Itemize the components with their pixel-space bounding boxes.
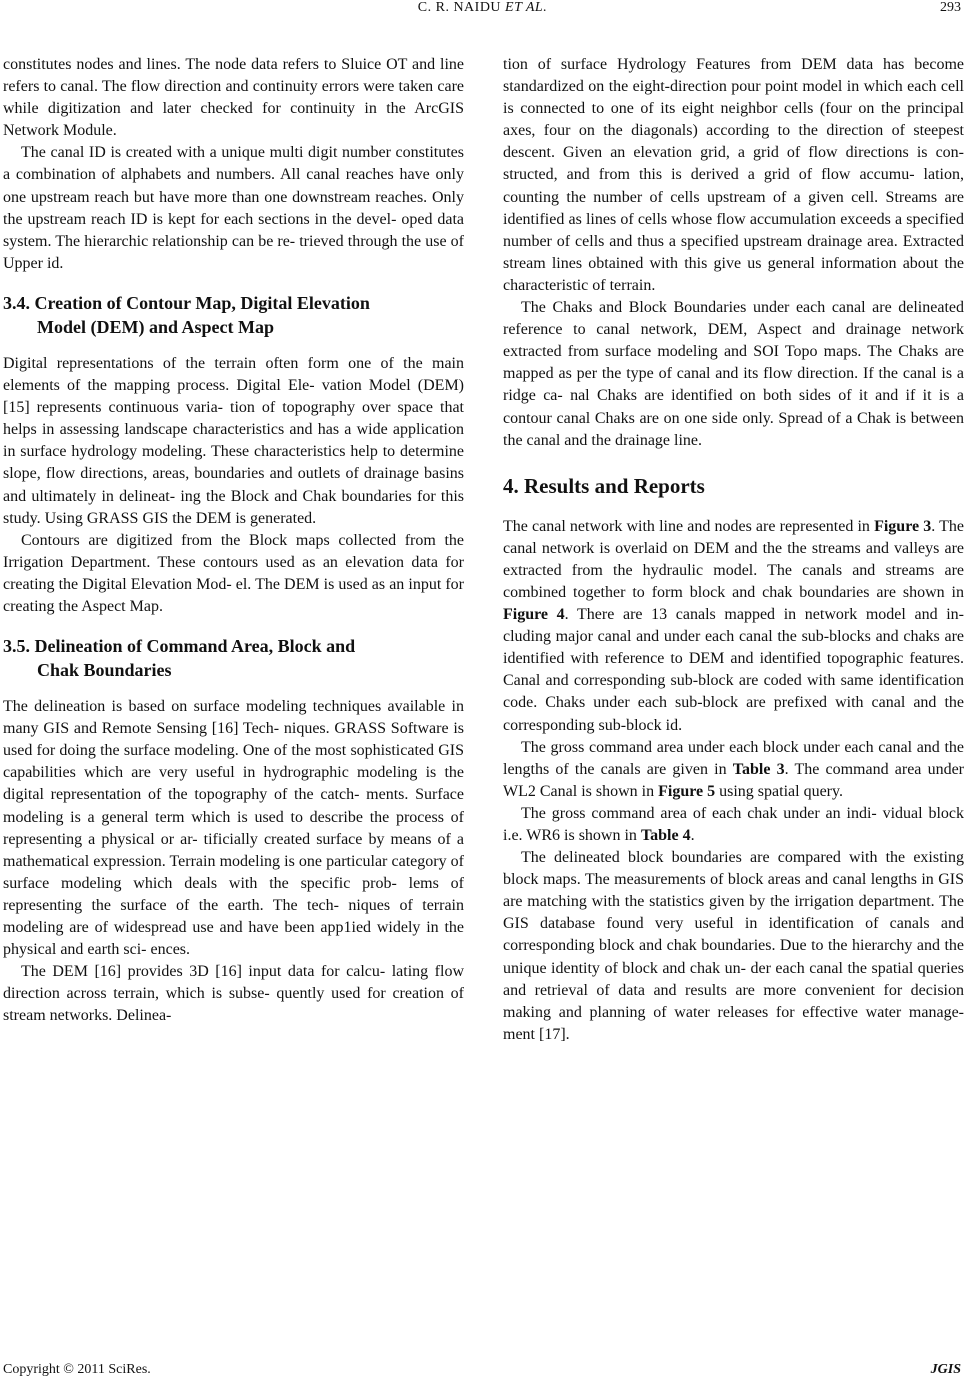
text-run: using spatial query. xyxy=(715,782,843,800)
section-heading-line: 3.5. Delineation of Command Area, Block and xyxy=(3,636,356,657)
figure-3-ref: Figure 3 xyxy=(874,517,932,535)
text-run: . The command area under WL2 Canal is shown in xyxy=(503,760,965,800)
copyright-notice: Copyright © 2011 SciRes. xyxy=(3,1362,151,1377)
text-run: . The canal network is overlaid on DEM and the the streams and valleys are extracted from the hydraulic model. The canals and streams are combined together to form block and chak boundaries are shown in xyxy=(503,517,964,601)
paragraph xyxy=(503,803,964,847)
page-header xyxy=(0,0,965,22)
page-number: 293 xyxy=(940,0,961,15)
text-run: The gross command area under each block under each canal and the lengths of the canals are given in xyxy=(503,738,964,778)
paragraph: The delineation is based on surface modeling techniques available in many GIS and Remote Sensing [16] Tech- niques. GRASS Software is used for doing the surface modeling. One of the most sophisticated GIS capabilities which are very useful in hydrographic modeling is the digital representation of the topography of the catch- ments. Surface modeling is a general term which is used to describe the process of representing a physical or ar- tificially created surface by means of a mathematical expression. Terrain modeling is one particular category of surface modeling which deals with the specific prob- lems of representing the surface of the earth. The tech- niques of terrain modeling are of widespread use and have been app1ied widely in the physical and earth sci- ences. xyxy=(3,698,464,959)
paragraph: The Chaks and Block Boundaries under each canal are delineated reference to canal network, DEM, Aspect and drainage network extracted from surface modeling and SOI Topo maps. The Chaks are mapped as per the type of canal and its flow direction. If the canal is a ridge ca- nal Chaks are identified on both sides of it and if it is a contour canal Chaks are on one side only. Spread of a Chak is between the canal and the drainage line. xyxy=(503,299,964,449)
right-column xyxy=(503,54,964,1046)
figure-5-ref: Figure 5 xyxy=(658,782,716,800)
section-heading-3-4 xyxy=(3,291,464,339)
paragraph xyxy=(503,737,964,803)
table-4-ref: Table 4 xyxy=(640,827,691,844)
paragraph: Contours are digitized from the Block maps collected from the Irrigation Department. These contours used as an elevation data for creating the Digital Elevation Mod- el. The DEM is used as an input for creating the Aspect Map. xyxy=(3,531,464,615)
left-column xyxy=(3,54,464,1027)
paragraph: constitutes nodes and lines. The node data refers to Sluice OT and line refers to canal. The flow direction and continuity errors were taken care while digitization and later checked for continuity in the ArcGIS Network Module. xyxy=(3,56,464,140)
running-head xyxy=(0,0,965,16)
section-heading-line: Chak Boundaries xyxy=(37,660,172,681)
section-heading-line: 3.4. Creation of Contour Map, Digital Elevation xyxy=(3,292,370,313)
figure-4-ref: Figure 4 xyxy=(503,606,565,624)
paragraph xyxy=(503,516,964,737)
table-3-ref: Table 3 xyxy=(732,760,785,778)
text-run: . xyxy=(690,827,695,844)
section-heading-4: 4. Results and Reports xyxy=(503,473,705,498)
paragraph: The DEM [16] provides 3D [16] input data for calcu- lating flow direction across terrain, which is subse- quently used for creation of stream networks. Delinea- xyxy=(3,963,464,1025)
text-run: . There are 13 canals mapped in network model and in- cluding major canal and under each canal the sub-blocks and chaks are identified with reference to DEM and identified topographic features. Canal and corresponding sub-block are coded with same identification code. Chaks under each sub-block are prefixed with canal and the corresponding sub-block id. xyxy=(503,606,964,734)
paragraph: The canal ID is created with a unique multi digit number constitutes a combination of alphabets and numbers. All canal reaches have only one upstream reach but have more than one downstream reaches. Only the upstream reach ID is kept for each sections in the devel- oped data system. The hierarchic relationship can be re- trieved through the use of Upper id. xyxy=(3,144,464,272)
section-heading-3-5 xyxy=(3,634,464,682)
paragraph: Digital representations of the terrain often form one of the main elements of the mapping process. Digital Ele- vation Model (DEM) [15] represents continuous varia- tion of topography over space that helps in assessing landscape characteristics and has a wide application in surface hydrology modeling. These characteristics help to determine slope, flow directions, areas, boundaries and outlets of drainage basins and ultimately in delineat- ing the Block and Chak boundaries for this study. Using GRASS GIS the DEM is generated. xyxy=(3,354,464,527)
text-run: The canal network with line and nodes are represented in xyxy=(503,517,875,535)
paragraph: tion of surface Hydrology Features from DEM data has become standardized on the eight-direction pour point model in which each cell is connected to one of its eight neighbor cells (four on the principal axes, four on the diagonals) according to the direction of steepest descent. Given an elevation grid, a grid of flow directions is con- structed, and from this is derived a grid of flow accumu- lation, counting the number of cells upstream of a given cell. Streams are identified as lines of cells whose flow accumulation exceeds a specified number of cells and thus a specified upstream drainage area. Extracted stream lines obtained with this give us general information about the characteristic of terrain. xyxy=(503,56,964,294)
text-run: The gross command area of each chak under an indi- vidual block i.e. WR6 is shown in xyxy=(503,804,964,844)
journal-name: JGIS xyxy=(930,1362,961,1377)
running-head-etal: ET AL. xyxy=(505,0,548,15)
running-head-author: C. R. NAIDU xyxy=(417,0,502,15)
paragraph: The delineated block boundaries are compared with the existing block maps. The measurements of block areas and canal lengths in GIS are matching with the statistics given by the irrigation department. The GIS database found very useful in identification of canals and corresponding block and chak boundaries. Due to the hierarchy and the unique identity of block and chak un- der each canal the spatial queries and retrieval of data and results are more convenient for decision making and planning of water releases for effective water manage- ment [17]. xyxy=(503,849,964,1043)
section-heading-line: Model (DEM) and Aspect Map xyxy=(37,316,274,337)
